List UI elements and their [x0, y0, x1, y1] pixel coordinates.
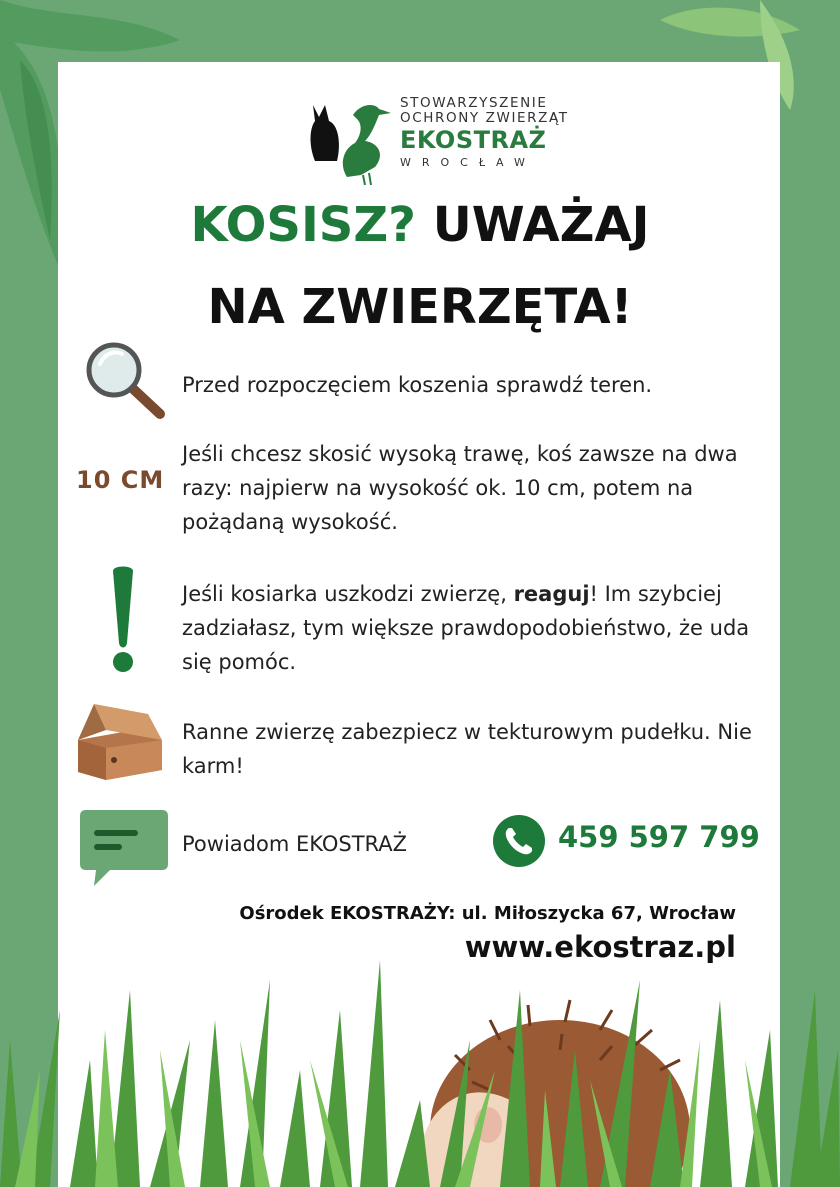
tip-react-end: ! Im szybciej zadziałasz, tym większe prawdopodobieństwo, że uda się pomóc.: [182, 582, 750, 674]
phone-number: 459 597 799: [558, 820, 760, 854]
message-icon: [80, 810, 168, 886]
height-label: 10 CM: [76, 466, 165, 494]
headline-warning: UWAŻAJ: [416, 197, 650, 253]
address: Ośrodek EKOSTRAŻY: ul. Miłoszycka 67, Wrocław: [239, 903, 736, 924]
headline-line1: [0, 196, 840, 254]
logo-city: WROCŁAW: [400, 156, 536, 169]
exclamation-icon: [108, 565, 138, 673]
tip-notify: Powiadom EKOSTRAŻ: [182, 832, 408, 856]
tip-two-passes: Jeśli chcesz skosić wysoką trawę, koś zawsze na dwa razy: najpierw na wysokość ok. 10 cm, potem na pożądaną wysokość.: [182, 442, 738, 534]
logo-line2: OCHRONY ZWIERZĄT: [400, 110, 569, 126]
phone-icon: [493, 815, 545, 867]
tip-react-start: Jeśli kosiarka uszkodzi zwierzę,: [182, 582, 514, 606]
tip-react-bold: reaguj: [513, 582, 590, 606]
headline-question: KOSISZ?: [190, 197, 417, 253]
logo-name: EKOSTRAŻ: [400, 126, 547, 154]
tip-check-area: Przed rozpoczęciem koszenia sprawdź teren.: [182, 373, 653, 397]
website-link[interactable]: www.ekostraz.pl: [464, 930, 736, 964]
tip-react: [182, 577, 772, 679]
grass-hedgehog-illustration: [0, 950, 840, 1187]
tip-box: Ranne zwierzę zabezpiecz w tekturowym pudełku. Nie karm!: [182, 720, 752, 778]
logo-text: [400, 96, 569, 169]
cardboard-box-icon: [74, 700, 166, 782]
logo-line1: STOWARZYSZENIE: [400, 95, 548, 111]
magnifier-icon: [84, 340, 166, 422]
headline-line2: NA ZWIERZĘTA!: [207, 279, 633, 335]
